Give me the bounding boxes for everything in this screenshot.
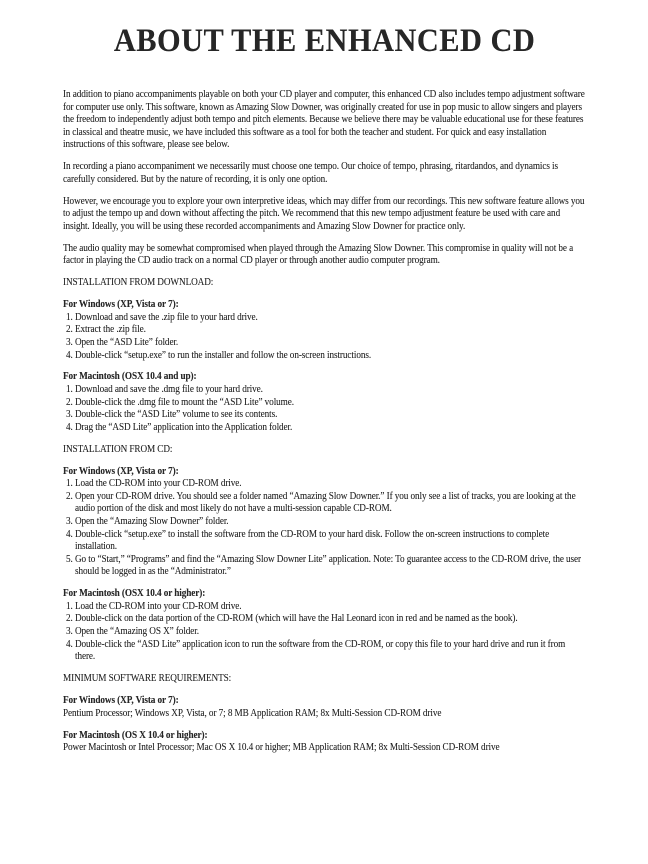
intro-paragraph-3: However, we encourage you to explore your own interpretive ideas, which may differ from our recordings. This new software feature allows you to adjust the tempo up and down without affecting the pitch. We recommend that this new tempo adjustment feature be used with care and insight. Ideally, you will be using these recorded accompaniments and Amazing Slow Downer for practice only. — [63, 195, 585, 232]
install-step: 2. Double-click on the data portion of the CD-ROM (which will have the Hal Leonard icon in red and be named as the book). — [75, 613, 586, 626]
subsection-download-mac — [63, 371, 586, 434]
section-requirements — [63, 673, 586, 755]
install-step: 5. Go to “Start,” “Programs” and find the “Amazing Slow Downer Lite” application. Note: To guarantee access to the CD-ROM drive, the user should be logged in as the “Administrator.” — [75, 554, 586, 579]
install-step: 1. Load the CD-ROM into your CD-ROM drive. — [75, 478, 586, 491]
subsection-heading-cd-windows: For Windows (XP, Vista or 7): — [63, 465, 179, 477]
section-installation-download — [63, 277, 586, 434]
install-step: 3. Open the “ASD Lite” folder. — [75, 337, 586, 350]
install-step: 4. Double-click “setup.exe” to run the installer and follow the on-screen instructions. — [75, 350, 586, 363]
install-step: 1. Download and save the .dmg file to your hard drive. — [75, 384, 586, 397]
subsection-requirements-mac — [63, 730, 586, 755]
subsection-heading-download-windows: For Windows (XP, Vista or 7): — [63, 299, 179, 311]
section-heading-cd: INSTALLATION FROM CD: — [63, 443, 173, 455]
install-step: 4. Double-click the “ASD Lite” application icon to run the software from the CD-ROM, or copy this file to your hard drive and run it from there. — [75, 639, 586, 664]
requirements-windows-spec: Pentium Processor; Windows XP, Vista, or 7; 8 MB Application RAM; 8x Multi-Session CD-ROM drive — [63, 707, 442, 719]
install-step: 4. Drag the “ASD Lite” application into the Application folder. — [75, 422, 586, 435]
requirements-mac-spec: Power Macintosh or Intel Processor; Mac OS X 10.4 or higher; MB Application RAM; 8x Multi-Session CD-ROM drive — [63, 742, 500, 754]
install-step: 2. Open your CD-ROM drive. You should see a folder named “Amazing Slow Downer.” If you only see a list of tracks, you are looking at the audio portion of the disk and most likely do not have a multi-session capable CD-ROM. — [75, 491, 586, 516]
install-step: 3. Open the “Amazing Slow Downer” folder. — [75, 516, 586, 529]
subsection-requirements-windows — [63, 695, 586, 720]
subsection-heading-requirements-windows: For Windows (XP, Vista or 7): — [63, 695, 179, 707]
install-step: 1. Load the CD-ROM into your CD-ROM drive. — [75, 601, 586, 614]
intro-paragraph-4: The audio quality may be somewhat compromised when played through the Amazing Slow Downer. This compromise in quality will not be a factor in playing the CD audio track on a normal CD player or through another audio computer program. — [63, 242, 574, 267]
subsection-download-windows — [63, 299, 586, 362]
subsection-cd-mac — [63, 588, 586, 664]
subsection-heading-download-mac: For Macintosh (OSX 10.4 and up): — [63, 371, 197, 383]
install-step: 3. Open the “Amazing OS X” folder. — [75, 626, 586, 639]
subsection-heading-cd-mac: For Macintosh (OSX 10.4 or higher): — [63, 588, 206, 600]
intro-paragraph-1: In addition to piano accompaniments playable on both your CD player and computer, this enhanced CD also includes tempo adjustment software for computer use only. This software, known as Amazing Slow Downer, was originally created for use in pop music to allow singers and players the freedom to independently adjust both tempo and pitch elements. Because we believe there may be valuable educational use for these features in classical and theatre music, we have included this software as a tool for both the teacher and student. For quick and easy installation instructions of this software, please see below. — [63, 89, 585, 151]
install-step: 4. Double-click “setup.exe” to install the software from the CD-ROM to your hard disk. Follow the on-screen instructions to complete installation. — [75, 529, 586, 554]
install-step: 2. Extract the .zip file. — [75, 324, 586, 337]
page-title: ABOUT THE ENHANCED CD — [113, 23, 536, 59]
section-heading-requirements: MINIMUM SOFTWARE REQUIREMENTS: — [63, 673, 232, 685]
intro-paragraph-2: In recording a piano accompaniment we necessarily must choose one tempo. Our choice of tempo, phrasing, ritardandos, and dynamics is carefully considered. But by the nature of recording, it is only one option. — [63, 161, 559, 185]
subsection-cd-windows — [63, 466, 586, 579]
section-heading-download: INSTALLATION FROM DOWNLOAD: — [63, 277, 214, 289]
install-step: 3. Double-click the “ASD Lite” volume to see its contents. — [75, 409, 586, 422]
install-step: 1. Download and save the .zip file to your hard drive. — [75, 312, 586, 325]
subsection-heading-requirements-mac: For Macintosh (OS X 10.4 or higher): — [63, 729, 208, 741]
cd-mac-steps — [63, 601, 586, 664]
download-windows-steps — [63, 312, 586, 362]
section-installation-cd — [63, 444, 586, 664]
install-step: 2. Double-click the .dmg file to mount the “ASD Lite” volume. — [75, 397, 586, 410]
download-mac-steps — [63, 384, 586, 434]
cd-windows-steps — [63, 478, 586, 579]
document-content — [63, 0, 586, 764]
